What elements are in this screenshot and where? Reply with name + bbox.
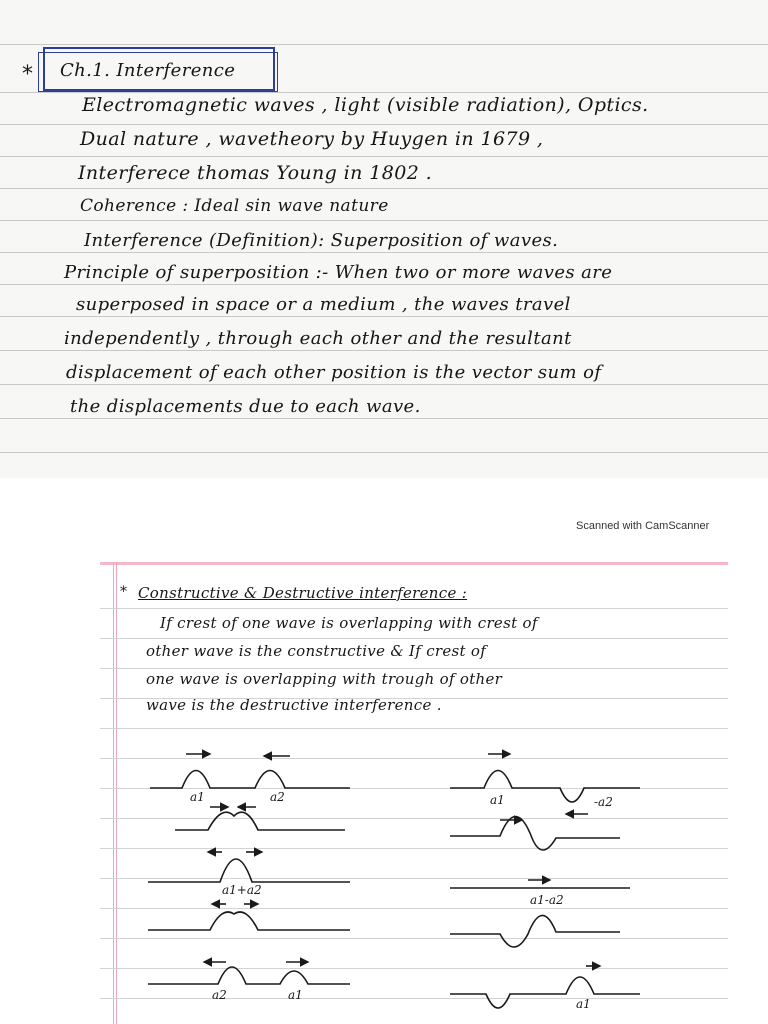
notebook-page-2 <box>0 548 768 1024</box>
bullet-star: * <box>22 62 33 87</box>
label-a1-5: a1 <box>288 988 303 1002</box>
ruled-line <box>0 188 768 189</box>
note-line-1: Electromagnetic waves , light (visible radiation), Optics. <box>82 94 649 116</box>
wave-diagrams <box>0 548 768 1024</box>
destructive-step-5 <box>450 966 640 1008</box>
label-sum: a1+a2 <box>222 883 262 897</box>
constructive-step-2 <box>175 807 345 830</box>
ruled-line <box>0 252 768 253</box>
ruled-line <box>0 316 768 317</box>
ruled-line <box>0 92 768 93</box>
section-heading: Constructive & Destructive interference : <box>138 584 468 602</box>
note-line-2: other wave is the constructive & If crest of <box>146 642 487 660</box>
label-a1-r1: a1 <box>490 793 505 807</box>
constructive-step-3 <box>148 852 350 882</box>
chapter-title: Ch.1. Interference <box>60 60 236 81</box>
note-line-3: Interferece thomas Young in 1802 . <box>78 162 433 184</box>
ruled-line <box>0 220 768 221</box>
note-line-9: displacement of each other position is the vector sum of <box>66 362 602 383</box>
note-line-7: superposed in space or a medium , the waves travel <box>76 294 571 315</box>
note-line-3: one wave is overlapping with trough of other <box>146 670 503 688</box>
constructive-step-1 <box>150 754 350 788</box>
label-a1-r5: a1 <box>576 997 591 1011</box>
ruled-line <box>0 156 768 157</box>
ruled-line <box>0 384 768 385</box>
label-a2-5: a2 <box>212 988 227 1002</box>
destructive-step-4 <box>450 915 620 947</box>
note-line-2: Dual nature , wavetheory by Huygen in 1679 , <box>80 128 544 150</box>
note-line-1: If crest of one wave is overlapping with crest of <box>160 614 538 632</box>
constructive-step-4 <box>148 904 350 930</box>
destructive-step-2 <box>450 816 620 850</box>
label-diff: a1-a2 <box>530 893 564 907</box>
note-line-5: Interference (Definition): Superposition of waves. <box>84 230 559 251</box>
ruled-line <box>0 418 768 419</box>
ruled-line <box>0 284 768 285</box>
destructive-step-3 <box>450 880 630 888</box>
notebook-page-1 <box>0 0 768 478</box>
bullet-star: * <box>120 584 128 600</box>
label-a2-1: a2 <box>270 790 285 804</box>
label-neg-a2-r1: -a2 <box>594 795 613 809</box>
note-line-4: wave is the destructive interference . <box>146 696 442 714</box>
ruled-line <box>0 350 768 351</box>
note-line-6: Principle of superposition :- When two or more waves are <box>64 262 613 283</box>
constructive-step-5 <box>148 962 350 984</box>
note-line-4: Coherence : Ideal sin wave nature <box>80 196 389 216</box>
label-a1-1: a1 <box>190 790 205 804</box>
ruled-line <box>0 44 768 45</box>
note-line-8: independently , through each other and the resultant <box>64 328 572 349</box>
ruled-line <box>0 452 768 453</box>
ruled-line <box>0 124 768 125</box>
scanner-watermark: Scanned with CamScanner <box>576 520 710 532</box>
note-line-10: the displacements due to each wave. <box>70 396 421 417</box>
